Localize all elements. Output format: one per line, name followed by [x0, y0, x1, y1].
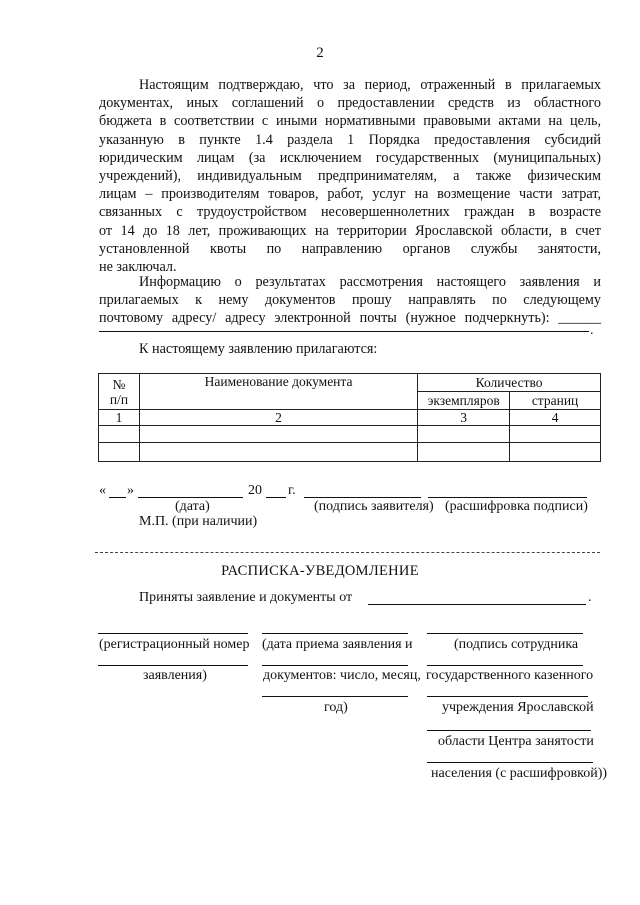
table-row: [99, 443, 601, 462]
header-number: [99, 374, 140, 410]
index-cell: 4: [510, 410, 601, 426]
table-cell[interactable]: [139, 443, 417, 462]
accept-date-caption: (дата приема заявления и: [262, 637, 413, 652]
info-line: Информацию о результатах рассмотрения настоящего заявления и: [139, 274, 601, 290]
employee-caption-3: учреждения Ярославской: [442, 700, 594, 715]
header-quantity: Количество: [418, 374, 601, 392]
reg-number-line-2: [98, 665, 248, 666]
table-index-row: [99, 410, 601, 426]
accept-date-caption-3: год): [324, 700, 348, 715]
table-cell[interactable]: [418, 443, 510, 462]
receipt-title: РАСПИСКА-УВЕДОМЛЕНИЕ: [221, 563, 419, 579]
statement-line: не заключал.: [99, 259, 177, 276]
statement-line: Настоящим подтверждаю, что за период, отраженный в прилагаемых: [139, 77, 601, 93]
attachments-table: [98, 373, 601, 462]
attachments-title: К настоящему заявлению прилагаются:: [139, 341, 378, 357]
index-cell: 2: [139, 410, 417, 426]
info-paragraph: [99, 273, 601, 328]
table-cell[interactable]: [99, 426, 140, 443]
table-cell[interactable]: [139, 426, 417, 443]
info-line: прилагаемых к нему документов прошу направлять по следующему: [99, 292, 601, 309]
header-number-sub: п/п: [109, 391, 129, 407]
employee-caption-5: населения (с расшифровкой)): [431, 766, 608, 781]
employee-line-2: [427, 665, 583, 666]
receipt-from-input-line[interactable]: [368, 604, 586, 605]
statement-line: связанных с трудоустройством несовершеннолетних граждан в возрасте: [99, 204, 601, 221]
table-cell[interactable]: [99, 443, 140, 462]
reg-number-line[interactable]: [98, 633, 248, 634]
statement-line: установленной квоты по направлению органов службы занятости,: [99, 240, 601, 257]
table-cell[interactable]: [418, 426, 510, 443]
employee-line-4: [427, 730, 591, 731]
year-suffix: г.: [288, 483, 296, 498]
receipt-accepted-tail: .: [588, 590, 592, 605]
receipt-accepted-label: Приняты заявление и документы от: [139, 590, 353, 605]
employee-caption-4: области Центра занятости: [438, 734, 594, 749]
table-row: [99, 426, 601, 443]
accept-date-line-2: [262, 665, 408, 666]
year-prefix: 20: [248, 483, 262, 498]
index-cell: 3: [418, 410, 510, 426]
sign-caption: (подпись заявителя): [314, 499, 434, 514]
statement-line: учреждений), индивидуальным предпринимателям, а также физическим: [99, 168, 601, 185]
index-cell: 1: [99, 410, 140, 426]
statement-line: документах, иных соглашений о предоставлении средств из областного: [99, 95, 601, 112]
reg-number-caption-2: заявления): [143, 668, 207, 683]
date-caption: (дата): [175, 499, 210, 514]
employee-sign-line[interactable]: [427, 633, 583, 634]
address-input-line[interactable]: [99, 331, 589, 332]
header-pages: страниц: [510, 392, 601, 410]
statement-line: от 14 до 18 лет, проживающих на территории Ярославской области, в счет: [99, 222, 601, 239]
signature-decode-line[interactable]: [428, 497, 587, 498]
info-line: почтовому адресу/ адресу электронной почты (нужное подчеркнуть): ______: [99, 310, 601, 327]
date-open-quote: «: [99, 483, 106, 498]
header-doc-name: Наименование документа: [139, 374, 417, 410]
statement-line: лицам – производителям товаров, работ, услуг на возмещение части затрат,: [99, 186, 601, 203]
page-number: 2: [316, 45, 324, 61]
accept-date-line-3: [262, 696, 408, 697]
address-line-period: .: [590, 323, 594, 338]
decode-caption: (расшифровка подписи): [445, 499, 588, 514]
day-input-line[interactable]: [109, 497, 126, 498]
statement-paragraph: [99, 76, 601, 276]
table-cell[interactable]: [510, 426, 601, 443]
cut-line: [95, 552, 600, 553]
statement-line: юридическим лицам (за исключением государственных (муниципальных): [99, 149, 601, 166]
year-input-line[interactable]: [266, 497, 286, 498]
signature-input-line[interactable]: [304, 497, 421, 498]
accept-date-caption-2: документов: число, месяц,: [263, 668, 421, 683]
date-close-quote: »: [127, 483, 134, 498]
employee-caption-2: государственного казенного: [426, 668, 594, 683]
accept-date-line[interactable]: [262, 633, 408, 634]
table-cell[interactable]: [510, 443, 601, 462]
reg-number-caption: (регистрационный номер: [99, 637, 250, 652]
employee-line-3: [427, 696, 588, 697]
month-input-line[interactable]: [138, 497, 243, 498]
employee-line-5: [427, 762, 593, 763]
header-number-label: №: [112, 376, 126, 392]
statement-line: указанную в пункте 1.4 раздела 1 Порядка предоставления субсидий: [99, 131, 601, 148]
employee-caption: (подпись сотрудника: [454, 637, 579, 652]
table-header-row: [99, 374, 601, 392]
statement-line: бюджета в соответствии с иными нормативными правовыми актами на цель,: [99, 113, 601, 130]
header-copies: экземпляров: [418, 392, 510, 410]
stamp-note: М.П. (при наличии): [139, 514, 258, 529]
